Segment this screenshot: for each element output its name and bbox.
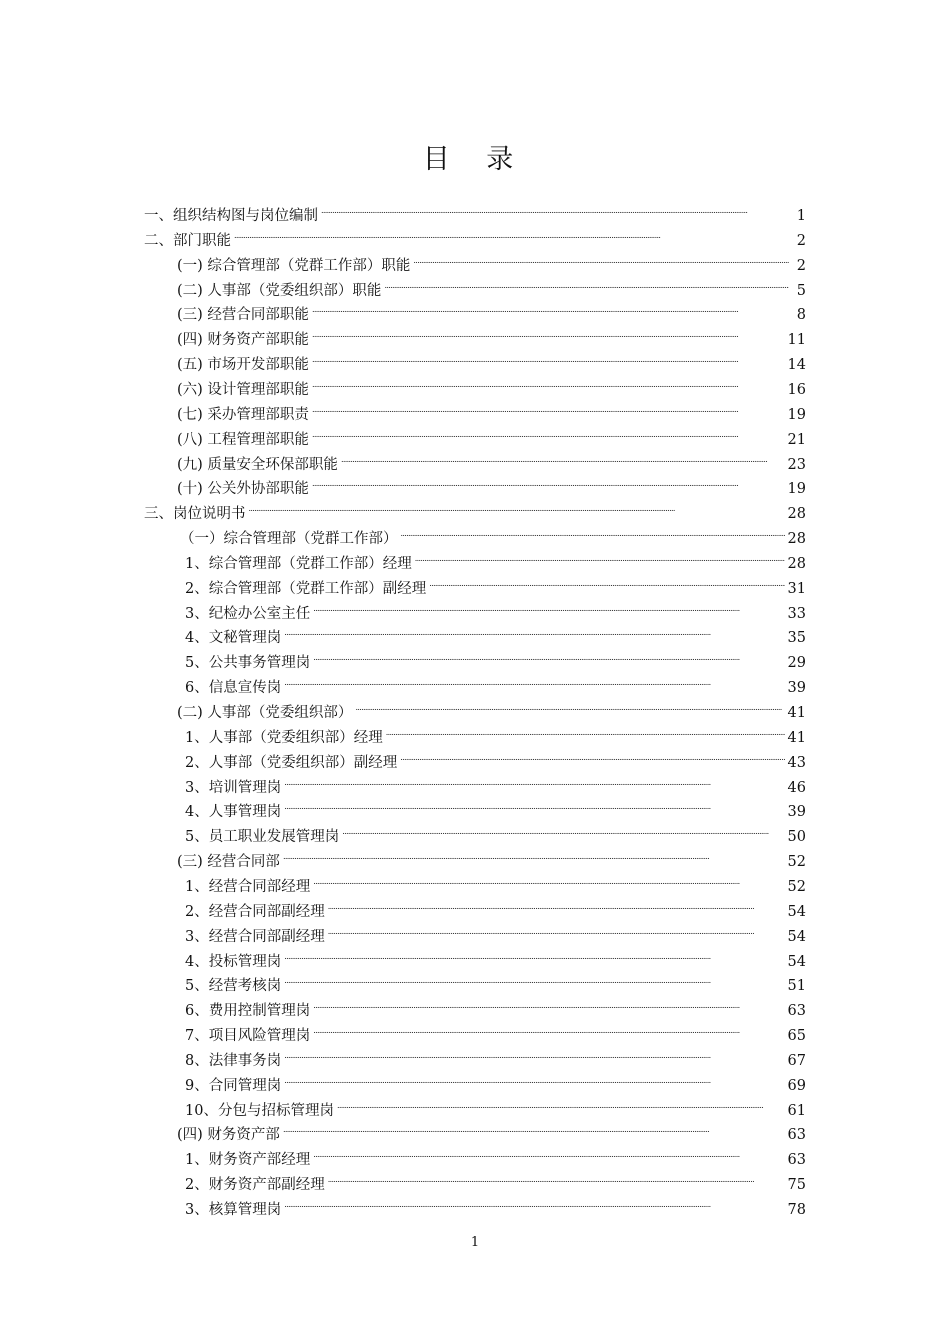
toc-entry[interactable] xyxy=(185,668,806,696)
toc-entry[interactable] xyxy=(144,196,806,224)
toc-entry-label: (九) 质量安全环保部职能 xyxy=(177,457,338,473)
toc-entry-label: 6、费用控制管理岗 xyxy=(185,1003,311,1019)
toc-entry-page: 51 xyxy=(787,978,806,994)
toc-entry-label: 二、部门职能 xyxy=(144,233,231,249)
toc-entry-label: 4、文秘管理岗 xyxy=(185,630,282,646)
toc-entry[interactable] xyxy=(177,370,806,398)
toc-entry-label: (二) 人事部（党委组织部） xyxy=(177,705,353,721)
toc-entry-page: 21 xyxy=(787,432,806,448)
toc-dot-leader xyxy=(284,615,784,639)
toc-entry-label: 2、综合管理部（党群工作部）副经理 xyxy=(185,581,427,597)
toc-dot-leader xyxy=(413,243,789,267)
toc-entry-label: （一）综合管理部（党群工作部） xyxy=(180,531,398,547)
toc-entry-page: 63 xyxy=(787,1152,806,1168)
toc-entry-label: (三) 经营合同部职能 xyxy=(177,307,309,323)
toc-entry-page: 50 xyxy=(787,829,806,845)
toc-dot-leader xyxy=(284,1187,784,1211)
toc-entry-label: 3、经营合同部副经理 xyxy=(185,929,325,945)
toc-entry-page: 28 xyxy=(787,506,806,522)
toc-entry[interactable] xyxy=(185,1190,806,1218)
toc-entry-page: 2 xyxy=(796,258,806,274)
toc-entry[interactable] xyxy=(177,1115,806,1143)
toc-dot-leader xyxy=(284,939,784,963)
toc-entry-label: (五) 市场开发部职能 xyxy=(177,357,309,373)
toc-entry[interactable] xyxy=(185,1140,806,1168)
toc-entry[interactable] xyxy=(185,569,806,597)
toc-dot-leader xyxy=(328,1162,785,1186)
toc-dot-leader xyxy=(283,1112,785,1136)
toc-dot-leader xyxy=(321,193,789,217)
toc-dot-leader xyxy=(400,740,784,764)
toc-entry-label: 1、人事部（党委组织部）经理 xyxy=(185,730,383,746)
toc-dot-leader xyxy=(386,715,785,739)
toc-entry-label: 1、综合管理部（党群工作部）经理 xyxy=(185,556,412,572)
toc-dot-leader xyxy=(284,1038,784,1062)
toc-entry-page: 61 xyxy=(787,1103,806,1119)
toc-entry-label: (二) 人事部（党委组织部）职能 xyxy=(177,283,382,299)
toc-dot-leader xyxy=(355,690,784,714)
toc-dot-leader xyxy=(284,1063,784,1087)
toc-entry-page: 69 xyxy=(787,1078,806,1094)
toc-dot-leader xyxy=(401,516,785,540)
toc-entry-label: 2、财务资产部副经理 xyxy=(185,1177,325,1193)
toc-entry-page: 19 xyxy=(787,407,806,423)
toc-dot-leader xyxy=(341,442,785,466)
toc-dot-leader xyxy=(328,914,785,938)
toc-entry-page: 65 xyxy=(787,1028,806,1044)
toc-dot-leader xyxy=(415,541,785,565)
toc-entry-label: 2、人事部（党委组织部）副经理 xyxy=(185,755,398,771)
toc-entry[interactable] xyxy=(185,867,806,895)
toc-entry-page: 8 xyxy=(796,307,806,323)
toc-dot-leader xyxy=(429,566,784,590)
toc-entry[interactable] xyxy=(185,966,806,994)
toc-entry-label: 8、法律事务岗 xyxy=(185,1053,282,1069)
toc-entry[interactable] xyxy=(177,345,806,373)
toc-entry[interactable] xyxy=(177,693,806,721)
toc-dot-leader xyxy=(342,814,784,838)
toc-entry-page: 63 xyxy=(787,1127,806,1143)
toc-entry-page: 28 xyxy=(787,531,806,547)
toc-dot-leader xyxy=(284,765,784,789)
toc-entry[interactable] xyxy=(185,743,806,771)
toc-entry-page: 54 xyxy=(787,904,806,920)
toc-entry-label: 4、人事管理岗 xyxy=(185,804,282,820)
toc-entry-page: 31 xyxy=(787,581,806,597)
toc-dot-leader xyxy=(312,367,785,391)
toc-dot-leader xyxy=(312,417,785,441)
toc-entry-page: 41 xyxy=(787,730,806,746)
toc-entry[interactable] xyxy=(177,395,806,423)
toc-entry-label: (三) 经营合同部 xyxy=(177,854,280,870)
toc-entry-page: 63 xyxy=(787,1003,806,1019)
toc-entry[interactable] xyxy=(144,221,806,249)
toc-entry-page: 1 xyxy=(796,208,806,224)
toc-dot-leader xyxy=(337,1088,785,1112)
toc-entry[interactable] xyxy=(180,519,806,547)
toc-entry-label: (七) 采办管理部职责 xyxy=(177,407,309,423)
toc-dot-leader xyxy=(384,268,789,292)
footer-page-number: 1 xyxy=(470,1235,480,1250)
toc-dot-leader xyxy=(313,864,784,888)
toc-entry-page: 67 xyxy=(787,1053,806,1069)
toc-dot-leader xyxy=(234,218,789,242)
toc-entry-page: 41 xyxy=(787,705,806,721)
toc-entry[interactable] xyxy=(177,469,806,497)
toc-entry-label: 10、分包与招标管理岗 xyxy=(185,1103,334,1119)
toc-dot-leader xyxy=(312,392,785,416)
toc-dot-leader xyxy=(284,789,784,813)
toc-entry[interactable] xyxy=(177,320,806,348)
toc-entry[interactable] xyxy=(185,618,806,646)
toc-entry[interactable] xyxy=(177,246,806,274)
toc-dot-leader xyxy=(313,1013,784,1037)
toc-entry[interactable] xyxy=(144,494,806,522)
toc-entry-label: (一) 综合管理部（党群工作部）职能 xyxy=(177,258,411,274)
toc-entry-label: 5、经营考核岗 xyxy=(185,978,282,994)
toc-dot-leader xyxy=(283,839,785,863)
toc-entry[interactable] xyxy=(185,1041,806,1069)
toc-entry-label: (四) 财务资产部 xyxy=(177,1127,280,1143)
toc-entry-page: 5 xyxy=(796,283,806,299)
toc-dot-leader xyxy=(312,317,785,341)
toc-dot-leader xyxy=(313,591,784,615)
toc-dot-leader xyxy=(312,466,785,490)
toc-entry[interactable] xyxy=(185,991,806,1019)
toc-dot-leader xyxy=(313,640,784,664)
toc-entry-label: 5、员工职业发展管理岗 xyxy=(185,829,340,845)
toc-entry-page: 23 xyxy=(787,457,806,473)
toc-entry-page: 39 xyxy=(787,680,806,696)
toc-dot-leader xyxy=(284,963,784,987)
toc-entry-page: 43 xyxy=(787,755,806,771)
toc-entry-page: 2 xyxy=(796,233,806,249)
toc-entry-label: (六) 设计管理部职能 xyxy=(177,382,309,398)
toc-entry-label: (四) 财务资产部职能 xyxy=(177,332,309,348)
toc-entry-label: 3、纪检办公室主任 xyxy=(185,606,311,622)
toc-entry-label: 3、核算管理岗 xyxy=(185,1202,282,1218)
toc-entry-page: 16 xyxy=(787,382,806,398)
toc-entry-page: 46 xyxy=(787,780,806,796)
toc-entry-label: 1、经营合同部经理 xyxy=(185,879,311,895)
toc-entry-label: 三、岗位说明书 xyxy=(144,506,246,522)
toc-entry-page: 54 xyxy=(787,954,806,970)
toc-entry-page: 52 xyxy=(787,879,806,895)
toc-entry-page: 14 xyxy=(787,357,806,373)
toc-entry[interactable] xyxy=(185,892,806,920)
toc-entry-page: 75 xyxy=(787,1177,806,1193)
toc-entry[interactable] xyxy=(185,1016,806,1044)
toc-entry[interactable] xyxy=(185,1165,806,1193)
toc-title: 目 录 xyxy=(422,144,528,175)
toc-entry-page: 54 xyxy=(787,929,806,945)
toc-entry-label: 2、经营合同部副经理 xyxy=(185,904,325,920)
toc-entry-page: 28 xyxy=(787,556,806,572)
toc-dot-leader xyxy=(313,988,784,1012)
toc-entry-label: (十) 公关外协部职能 xyxy=(177,481,309,497)
toc-dot-leader xyxy=(249,491,785,515)
toc-entry-page: 11 xyxy=(787,332,806,348)
toc-entry-label: 4、投标管理岗 xyxy=(185,954,282,970)
toc-dot-leader xyxy=(328,889,785,913)
toc-entry[interactable] xyxy=(177,420,806,448)
toc-entry-page: 35 xyxy=(787,630,806,646)
toc-entry-label: 一、组织结构图与岗位编制 xyxy=(144,208,318,224)
toc-dot-leader xyxy=(312,292,789,316)
toc-entry-page: 29 xyxy=(787,655,806,671)
toc-entry-page: 52 xyxy=(787,854,806,870)
toc-entry[interactable] xyxy=(185,1066,806,1094)
toc-entry-label: 9、合同管理岗 xyxy=(185,1078,282,1094)
toc-dot-leader xyxy=(313,1137,784,1161)
toc-entry[interactable] xyxy=(177,295,806,323)
toc-entry[interactable] xyxy=(185,544,806,572)
toc-dot-leader xyxy=(312,342,785,366)
toc-entry[interactable] xyxy=(185,643,806,671)
toc-entry[interactable] xyxy=(177,842,806,870)
toc-dot-leader xyxy=(284,665,784,689)
toc-entry[interactable] xyxy=(185,817,806,845)
toc-entry[interactable] xyxy=(185,917,806,945)
toc-entry-label: 1、财务资产部经理 xyxy=(185,1152,311,1168)
toc-entry[interactable] xyxy=(185,792,806,820)
toc-entry-label: 6、信息宣传岗 xyxy=(185,680,282,696)
toc-entry-page: 78 xyxy=(787,1202,806,1218)
toc-entry-page: 19 xyxy=(787,481,806,497)
toc-entry-label: (八) 工程管理部职能 xyxy=(177,432,309,448)
toc-entry-page: 39 xyxy=(787,804,806,820)
toc-entry-label: 3、培训管理岗 xyxy=(185,780,282,796)
toc-entry-page: 33 xyxy=(787,606,806,622)
toc-entry-label: 5、公共事务管理岗 xyxy=(185,655,311,671)
toc-entry[interactable] xyxy=(185,718,806,746)
toc-entry-label: 7、项目风险管理岗 xyxy=(185,1028,311,1044)
